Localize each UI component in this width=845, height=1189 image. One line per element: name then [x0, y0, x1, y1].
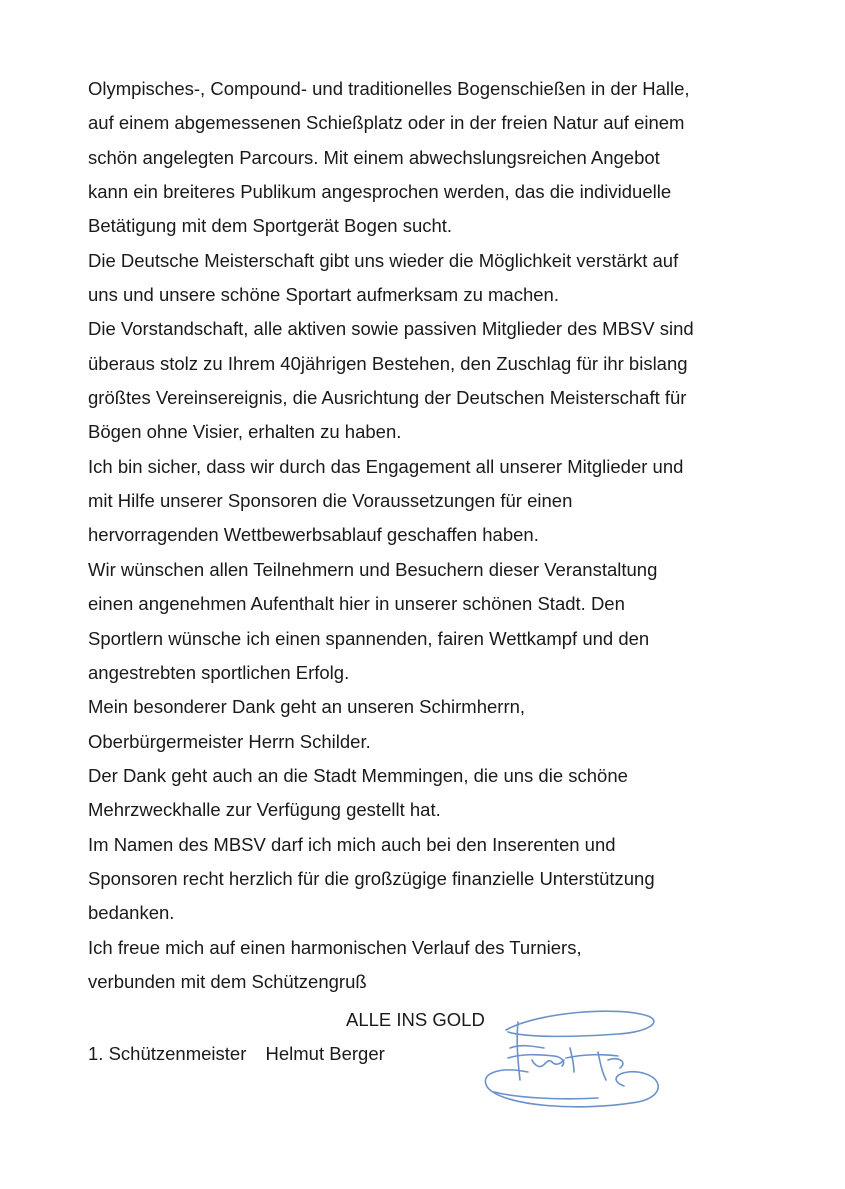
body-line: Mein besonderer Dank geht an unseren Schirmherrn, [88, 696, 526, 718]
body-line: Wir wünschen allen Teilnehmern und Besuchern dieser Veranstaltung [88, 558, 658, 580]
body-line: Sponsoren recht herzlich für die großzügige finanzielle Unterstützung [88, 867, 655, 889]
body-line: kann ein breiteres Publikum angesprochen werden, das die individuelle [88, 181, 672, 203]
body-line: Der Dank geht auch an die Stadt Memmingen, die uns die schöne [88, 764, 628, 786]
signer-role: 1. Schützenmeister [88, 1043, 247, 1064]
body-line: angestrebten sportlichen Erfolg. [88, 661, 350, 683]
body-line: hervorragenden Wettbewerbsablauf geschaffen haben. [88, 524, 539, 546]
handwritten-signature [458, 1002, 688, 1114]
body-line: Die Deutsche Meisterschaft gibt uns wieder die Möglichkeit verstärkt auf [88, 249, 679, 271]
body-line: Sportlern wünsche ich einen spannenden, fairen Wettkampf und den [88, 627, 650, 649]
body-line: Ich freue mich auf einen harmonischen Verlauf des Turniers, [88, 936, 582, 958]
body-line: Im Namen des MBSV darf ich mich auch bei den Inserenten und [88, 833, 616, 855]
body-line: uns und unsere schöne Sportart aufmerksam zu machen. [88, 284, 559, 306]
body-line: Bögen ohne Visier, erhalten zu haben. [88, 421, 402, 443]
body-line: bedanken. [88, 902, 175, 924]
body-line: Betätigung mit dem Sportgerät Bogen sucht. [88, 215, 453, 237]
body-line: Ich bin sicher, dass wir durch das Engagement all unserer Mitglieder und [88, 455, 684, 477]
body-line: verbunden mit dem Schützengruß [88, 970, 367, 992]
body-line: überaus stolz zu Ihrem 40jährigen Bestehen, den Zuschlag für ihr bislang [88, 352, 688, 374]
body-line: Olympisches-, Compound- und traditionelles Bogenschießen in der Halle, [88, 78, 690, 99]
body-line: einen angenehmen Aufenthalt hier in unserer schönen Stadt. Den [88, 593, 625, 615]
body-line: Mehrzweckhalle zur Verfügung gestellt hat. [88, 799, 441, 821]
body-line: mit Hilfe unserer Sponsoren die Voraussetzungen für einen [88, 490, 573, 512]
body-line: Die Vorstandschaft, alle aktiven sowie passiven Mitglieder des MBSV sind [88, 318, 694, 340]
signoff [88, 1037, 385, 1071]
body-line: Oberbürgermeister Herrn Schilder. [88, 730, 371, 752]
signer-name: Helmut Berger [265, 1043, 385, 1064]
body-line: größtes Vereinsereignis, die Ausrichtung der Deutschen Meisterschaft für [88, 387, 687, 409]
letter-body [88, 72, 768, 999]
body-line: auf einem abgemessenen Schießplatz oder in der freien Natur auf einem [88, 112, 685, 134]
body-line: schön angelegten Parcours. Mit einem abwechslungsreichen Angebot [88, 146, 660, 168]
closing-motto: ALLE INS GOLD [346, 1009, 485, 1030]
